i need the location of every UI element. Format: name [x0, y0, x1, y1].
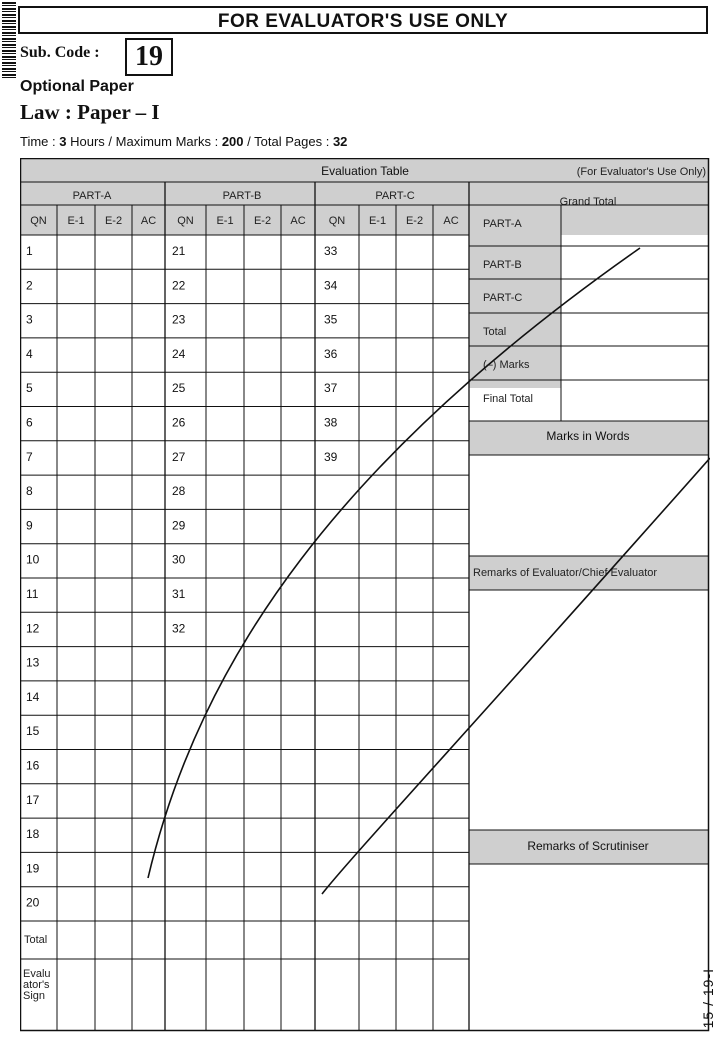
- column-header: QN: [177, 215, 194, 227]
- part-header: PART-B: [222, 190, 262, 202]
- column-header: E-1: [216, 215, 234, 227]
- summary-row-label: Total: [483, 326, 507, 338]
- qn-part-c: 35: [324, 312, 338, 327]
- summary-row-label: PART-C: [483, 292, 523, 304]
- qn-part-a: 14: [26, 689, 40, 704]
- subject-code-label: Sub. Code :: [20, 44, 100, 61]
- header-title: FOR EVALUATOR'S USE ONLY: [217, 11, 509, 32]
- column-header: E-2: [104, 215, 123, 227]
- qn-part-a: 12: [26, 621, 40, 636]
- summary-row-label: PART-A: [483, 218, 522, 230]
- table-title: Evaluation Table: [321, 164, 409, 178]
- qn-part-c: 37: [324, 381, 338, 396]
- qn-part-b: 21: [172, 244, 186, 258]
- summary-row-label: (–) Marks: [483, 359, 530, 371]
- qn-part-a: 20: [26, 895, 40, 910]
- qn-part-b: 32: [172, 621, 186, 636]
- total-pages: 32: [332, 134, 348, 149]
- summary-row-label: Final Total: [483, 393, 533, 405]
- column-header: E-1: [67, 215, 85, 227]
- evaluation-table: [20, 158, 710, 1032]
- qn-part-b: 23: [172, 312, 186, 327]
- qn-part-a: 4: [26, 346, 33, 361]
- evaluator-note: (For Evaluator's Use Only): [576, 166, 706, 178]
- qn-part-a: 17: [26, 792, 40, 807]
- qn-part-b: 26: [172, 415, 186, 430]
- qn-part-a: 7: [26, 449, 33, 464]
- qn-part-a: 13: [26, 655, 40, 670]
- qn-part-b: 27: [172, 449, 186, 464]
- qn-part-a: 16: [26, 758, 40, 773]
- qn-part-b: 31: [172, 587, 186, 601]
- column-header: AC: [443, 215, 459, 227]
- remarks-evaluator-label: Remarks of Evaluator/Chief Evaluator: [473, 567, 658, 579]
- side-code: 15 / 19-I: [700, 968, 716, 1029]
- table-border: [21, 159, 709, 1031]
- column-header: AC: [290, 215, 306, 227]
- column-header: E-1: [368, 215, 387, 227]
- qn-part-c: 38: [324, 415, 338, 430]
- qn-part-b: 29: [172, 518, 186, 533]
- evaluator-sign-label: Evalu: [23, 968, 51, 980]
- paper-title: Law : Paper – I: [20, 100, 160, 124]
- grand-total-label: Grand Total: [559, 196, 617, 208]
- qn-part-a: 18: [26, 827, 40, 842]
- paper-type: Optional Paper: [20, 78, 134, 95]
- qn-part-c: 36: [324, 346, 338, 361]
- column-header: AC: [140, 215, 157, 227]
- qn-part-c: 34: [324, 278, 338, 293]
- qn-part-c: 39: [324, 449, 338, 464]
- qn-part-a: 6: [26, 415, 33, 430]
- time-value: 3: [59, 134, 67, 149]
- subject-code-box: 19: [125, 38, 173, 76]
- column-header: E-2: [405, 215, 424, 227]
- qn-part-b: 24: [172, 346, 186, 361]
- strike-line: [322, 458, 710, 894]
- pages-label: / Total Pages :: [247, 134, 330, 149]
- column-header: QN: [30, 215, 47, 227]
- summary-row-label: PART-B: [483, 259, 522, 271]
- exam-info: [20, 134, 347, 149]
- qn-part-a: 1: [26, 244, 33, 258]
- qn-part-a: 11: [26, 587, 39, 601]
- time-label: Time :: [20, 134, 56, 149]
- evaluator-sign-label: ator's: [23, 979, 50, 991]
- qn-part-a: 3: [26, 312, 33, 327]
- max-marks: 200: [221, 134, 244, 149]
- evaluator-sign-label: Sign: [23, 990, 46, 1002]
- qn-part-b: 22: [172, 278, 186, 293]
- qn-part-a: 10: [26, 552, 40, 567]
- header-box: [18, 6, 708, 34]
- column-header: QN: [328, 215, 346, 227]
- qn-part-a: 19: [26, 861, 40, 876]
- part-header: PART-A: [72, 190, 112, 202]
- remarks-scrutiniser-label: Remarks of Scrutiniser: [527, 839, 649, 853]
- total-label: Total: [24, 934, 48, 946]
- qn-part-a: 5: [26, 381, 33, 396]
- qn-part-c: 33: [324, 244, 338, 258]
- part-header: PART-C: [375, 190, 415, 202]
- qn-part-b: 28: [172, 484, 186, 499]
- qn-part-a: 2: [26, 278, 33, 293]
- barcode: [2, 2, 16, 80]
- qn-part-b: 30: [172, 552, 186, 567]
- qn-part-a: 8: [26, 484, 33, 499]
- time-unit: Hours / Maximum Marks :: [70, 134, 219, 149]
- qn-part-a: 15: [26, 724, 40, 739]
- column-header: E-2: [253, 215, 272, 227]
- qn-part-a: 9: [26, 518, 33, 533]
- qn-part-b: 25: [172, 381, 186, 396]
- marks-in-words-label: Marks in Words: [546, 429, 630, 443]
